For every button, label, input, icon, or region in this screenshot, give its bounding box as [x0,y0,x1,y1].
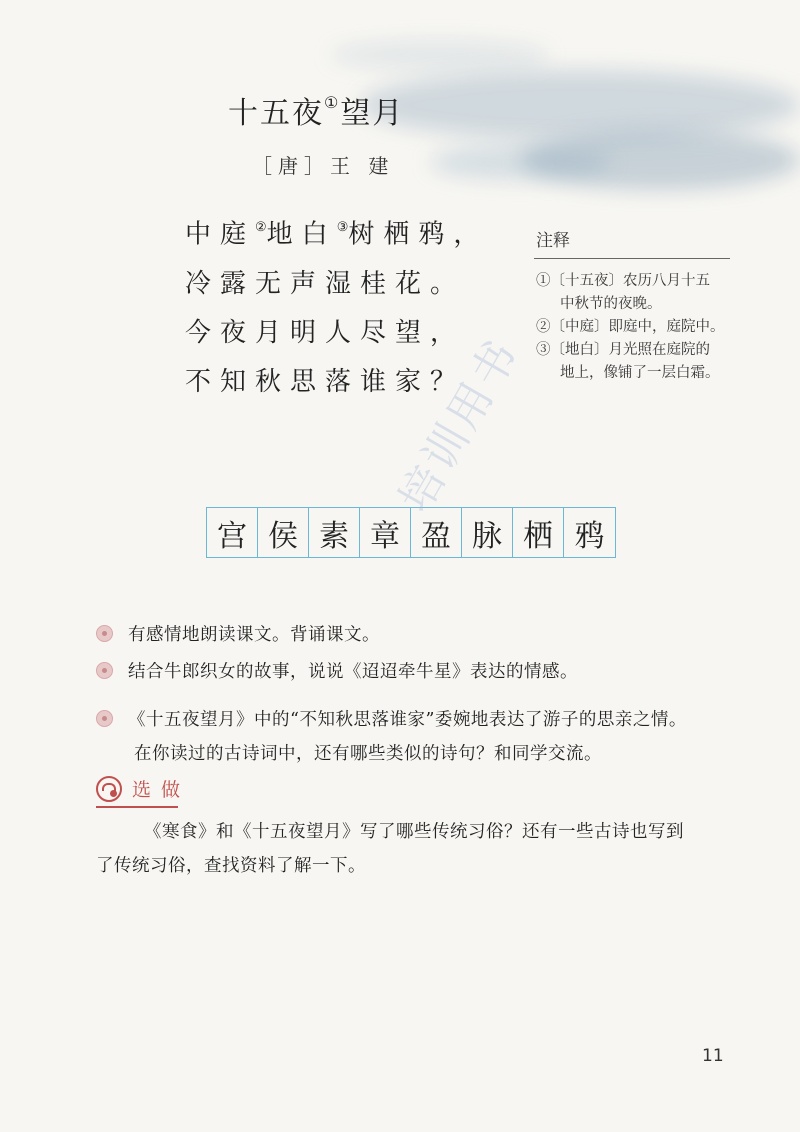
footnote-mark: ① [324,93,341,112]
poem-line-1 [185,205,488,260]
exercise-text: 《十五夜望月》中的“不知秋思落谁家”委婉地表达了游子的思亲之情。 [128,710,687,730]
poem-title-part2: 望月 [340,96,405,131]
char-cell: 素 [309,508,360,557]
poem-text: 树栖鸦， [348,219,489,250]
exercise-item-2 [96,655,578,689]
note-item-3: ③〔地白〕月光照在庭院的 [536,342,710,358]
ink-cloud-decoration [330,40,550,70]
bullet-icon [96,662,113,679]
vocabulary-char-grid [206,507,616,558]
bullet-icon [96,710,113,727]
exercise-text-cont: 在你读过的古诗词中，还有哪些类似的诗句？和同学交流。 [134,744,602,764]
watermark: 培训用书 [389,329,530,521]
page-number: 11 [702,1046,724,1066]
poem-body [185,205,488,407]
exercise-item-3 [96,703,687,771]
ink-cloud-decoration [430,145,610,180]
note-item-1: ①〔十五夜〕农历八月十五 [536,273,710,289]
note-item-3-cont: 地上，像铺了一层白霜。 [560,365,720,381]
exercise-text: 有感情地朗读课文。背诵课文。 [128,625,380,645]
char-cell: 侯 [258,508,309,557]
char-cell: 脉 [462,508,513,557]
notes-list [536,270,736,385]
optional-text-line-2: 了传统习俗，查找资料了解一下。 [96,856,366,876]
optional-task-text [96,815,736,883]
notes-divider [534,258,730,259]
exercise-text: 结合牛郎织女的故事，说说《迢迢牵牛星》表达的情感。 [128,662,578,682]
optional-text-line-1: 《寒食》和《十五夜望月》写了哪些传统习俗？还有一些古诗也写到 [144,822,684,842]
poem-text: 中庭 [185,219,256,250]
exercise-item-1 [96,618,380,652]
poem-title-part1: 十五夜 [228,96,324,131]
poem-line-4: 不知秋思落谁家？ [185,366,466,397]
optional-label: 选做 [132,779,191,801]
bullet-icon [96,625,113,642]
char-cell: 章 [360,508,411,557]
footnote-mark: ② [255,220,267,235]
char-cell: 盈 [411,508,462,557]
notes-heading: 注释 [536,231,570,251]
poem-line-3: 今夜月明人尽望， [185,317,466,348]
char-cell: 栖 [513,508,564,557]
poem-author: ［唐］王 建 [252,154,395,178]
footnote-mark: ③ [336,220,349,235]
optional-section-header [96,775,190,802]
poem-title [228,88,404,132]
note-item-2: ②〔中庭〕即庭中，庭院中。 [536,319,725,335]
char-cell: 宫 [207,508,258,557]
optional-task-icon [96,776,122,802]
optional-underline [96,806,178,808]
poem-text: 地白 [266,219,337,250]
ink-cloud-decoration [360,70,800,140]
poem-line-2: 冷露无声湿桂花。 [185,268,466,299]
char-cell: 鸦 [574,518,605,554]
note-item-1-cont: 中秋节的夜晚。 [560,296,662,312]
